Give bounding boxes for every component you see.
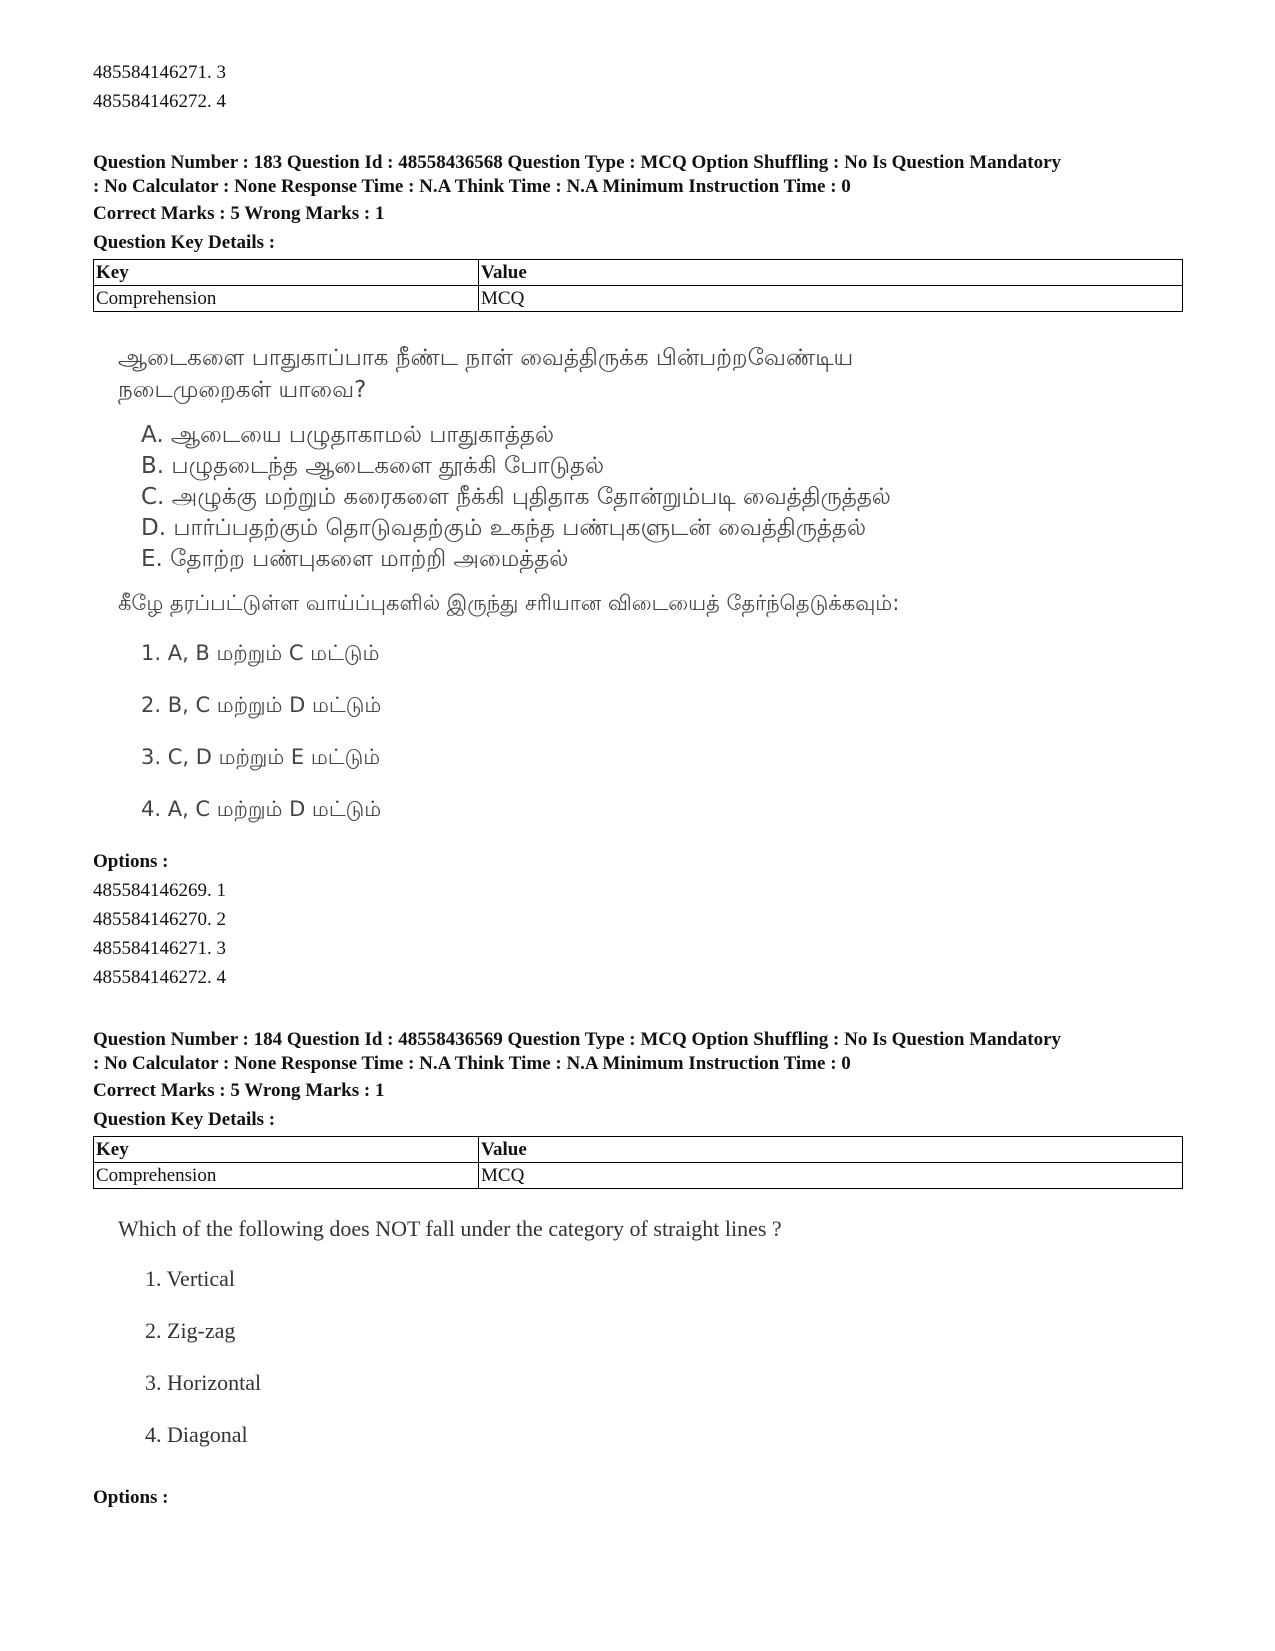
question-184-block bbox=[93, 1028, 1183, 1512]
option-line: 485584146272. 4 bbox=[93, 967, 226, 988]
options-label: Options : bbox=[93, 851, 169, 872]
choice-item: 3. C, D மற்றும் E மட்டும் bbox=[141, 745, 381, 769]
key-details-label: Question Key Details : bbox=[93, 1109, 276, 1130]
table-header-key: Key bbox=[94, 260, 479, 286]
table-row bbox=[94, 1163, 1183, 1189]
option-line: 485584146271. 3 bbox=[93, 62, 226, 83]
marks-line: Correct Marks : 5 Wrong Marks : 1 bbox=[93, 203, 385, 224]
choice-item: 4. A, C மற்றும் D மட்டும் bbox=[141, 797, 382, 821]
question-text-line2: நடைமுறைகள் யாவை? bbox=[118, 377, 367, 403]
instruction-text: கீழே தரப்பட்டுள்ள வாய்ப்புகளில் இருந்து சரியான விடையைத் தேர்ந்தெடுக்கவும்: bbox=[118, 591, 900, 615]
choice-item: 3. Horizontal bbox=[145, 1370, 262, 1395]
question-meta-line1: Question Number : 184 Question Id : 48558436569 Question Type : MCQ Option Shuffling : No Is Question Mandatory bbox=[93, 1029, 1062, 1050]
question-meta-line2: : No Calculator : None Response Time : N.A Think Time : N.A Minimum Instruction Time : 0 bbox=[93, 1053, 851, 1074]
choice-list bbox=[118, 1253, 1183, 1461]
table-row bbox=[94, 286, 1183, 312]
statement-b: B. பழுதடைந்த ஆடைகளை தூக்கி போடுதல் bbox=[141, 453, 605, 479]
option-line: 485584146269. 1 bbox=[93, 880, 226, 901]
question-image-tamil bbox=[93, 342, 1183, 835]
table-header-row bbox=[94, 1137, 1183, 1163]
choice-item: 2. B, C மற்றும் D மட்டும் bbox=[141, 693, 382, 717]
choice-item: 4. Diagonal bbox=[145, 1422, 248, 1447]
key-details-label: Question Key Details : bbox=[93, 232, 276, 253]
options-label: Options : bbox=[93, 1487, 169, 1508]
option-line: 485584146271. 3 bbox=[93, 938, 226, 959]
options-list bbox=[93, 876, 1183, 992]
question-key-table bbox=[93, 1136, 1183, 1189]
marks-line: Correct Marks : 5 Wrong Marks : 1 bbox=[93, 1080, 385, 1101]
table-header-value: Value bbox=[479, 1137, 1183, 1163]
question-key-table bbox=[93, 259, 1183, 312]
choice-item: 1. Vertical bbox=[145, 1266, 236, 1291]
choice-item: 1. A, B மற்றும் C மட்டும் bbox=[141, 641, 380, 665]
question-image-english bbox=[93, 1213, 1183, 1461]
table-header-key: Key bbox=[94, 1137, 479, 1163]
table-header-row bbox=[94, 260, 1183, 286]
statement-a: A. ஆடையை பழுதாகாமல் பாதுகாத்தல் bbox=[141, 422, 555, 448]
table-cell-value: MCQ bbox=[479, 1163, 1183, 1189]
option-line: 485584146270. 2 bbox=[93, 909, 226, 930]
document-page bbox=[93, 58, 1183, 1512]
table-header-value: Value bbox=[479, 260, 1183, 286]
statement-d: D. பார்ப்பதற்கும் தொடுவதற்கும் உகந்த பண்புகளுடன் வைத்திருத்தல் bbox=[141, 515, 867, 541]
table-cell-key: Comprehension bbox=[94, 1163, 479, 1189]
table-cell-value: MCQ bbox=[479, 286, 1183, 312]
statement-c: C. அழுக்கு மற்றும் கரைகளை நீக்கி புதிதாக தோன்றும்படி வைத்திருத்தல் bbox=[141, 484, 891, 510]
choice-list bbox=[118, 627, 1183, 835]
choice-item: 2. Zig-zag bbox=[145, 1318, 236, 1343]
question-meta-line2: : No Calculator : None Response Time : N.A Think Time : N.A Minimum Instruction Time : 0 bbox=[93, 176, 851, 197]
statement-list bbox=[118, 420, 1183, 575]
question-meta-line1: Question Number : 183 Question Id : 48558436568 Question Type : MCQ Option Shuffling : No Is Question Mandatory bbox=[93, 152, 1062, 173]
question-183-block bbox=[93, 151, 1183, 992]
question-text: Which of the following does NOT fall under the category of straight lines ? bbox=[118, 1216, 782, 1241]
table-cell-key: Comprehension bbox=[94, 286, 479, 312]
statement-e: E. தோற்ற பண்புகளை மாற்றி அமைத்தல் bbox=[141, 546, 569, 572]
question-text-line1: ஆடைகளை பாதுகாப்பாக நீண்ட நாள் வைத்திருக்க பின்பற்றவேண்டிய bbox=[118, 345, 854, 371]
top-options-list bbox=[93, 58, 1183, 116]
option-line: 485584146272. 4 bbox=[93, 91, 226, 112]
